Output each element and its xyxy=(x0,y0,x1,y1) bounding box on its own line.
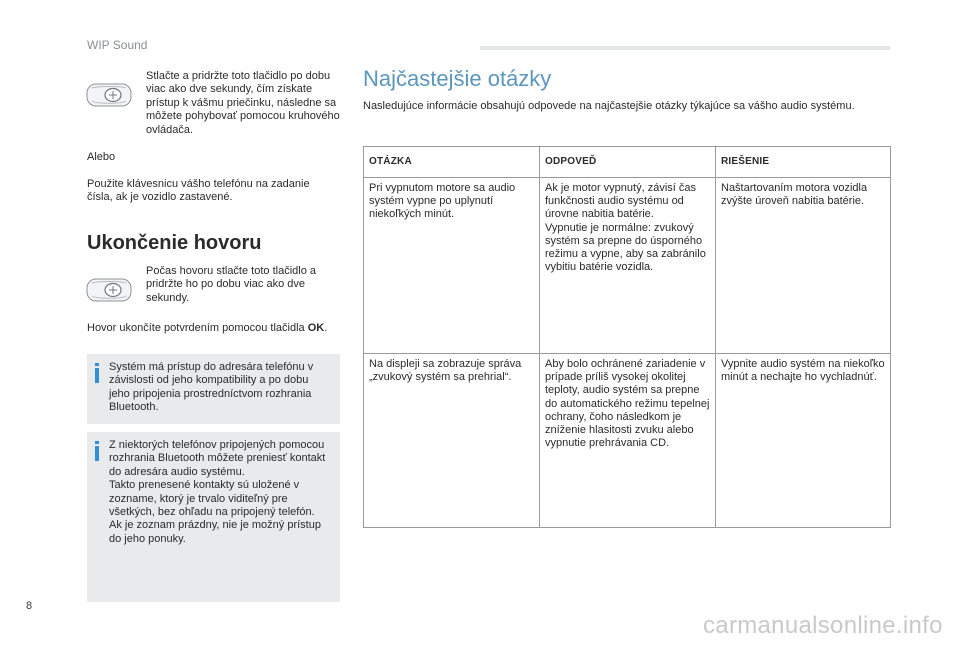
answer-cell: Ak je motor vypnutý, závisí čas funkčnosti audio systému od úrovne nabitia batérie. Vypnutie je normálne: zvukový systém sa prepne do úsporného režimu a vypne, aby sa zabránilo vybitiu batérie vozidla. xyxy=(540,178,716,354)
note-directory-text: Systém má prístup do adresára telefónu v závislosti od jeho kompatibility a po dobu jeho pripojenia prostredníctvom rozhrania Bluetooth. xyxy=(109,361,314,414)
faq-intro: Nasledujúce informácie obsahujú odpovede na najčastejšie otázky týkajúce sa vášho audio systému. xyxy=(363,100,855,112)
steering-button-icon xyxy=(86,81,132,109)
faq-table-header-row xyxy=(364,147,891,178)
watermark: carmanualsonline.info xyxy=(703,612,943,639)
faq-heading: Najčastejšie otázky xyxy=(363,66,552,91)
info-note-directory xyxy=(87,354,340,424)
info-note-contacts xyxy=(87,432,340,602)
end-call-heading: Ukončenie hovoru xyxy=(87,232,262,254)
faq-table xyxy=(363,146,891,528)
info-icon xyxy=(95,363,99,366)
table-row xyxy=(364,354,891,528)
column-header-question: OTÁZKA xyxy=(364,147,540,178)
table-row xyxy=(364,178,891,354)
or-label: Alebo xyxy=(87,151,116,163)
info-icon xyxy=(95,441,99,444)
column-header-solution: RIEŠENIE xyxy=(716,147,891,178)
column-header-answer: ODPOVEĎ xyxy=(540,147,716,178)
header-divider xyxy=(480,46,890,50)
question-cell: Pri vypnutom motore sa audio systém vypne po uplynutí niekoľkých minút. xyxy=(364,178,540,354)
note-contacts-text: Z niektorých telefónov pripojených pomocou rozhrania Bluetooth môžete preniesť kontakt do adresára audio systému. Takto prenesené kontakty sú uložené v zozname, ktorý je trvalo viditeľný pre všetkých, bez ohľadu na pripojený telefón. Ak je zoznam prázdny, nie je možný prístup do jeho ponuky. xyxy=(109,439,326,545)
steering-button-icon xyxy=(86,276,132,304)
solution-cell: Vypnite audio systém na niekoľko minút a nechajte ho vychladnúť. xyxy=(716,354,891,528)
confirm-end: . xyxy=(324,322,328,334)
confirm-instruction xyxy=(87,322,339,335)
solution-cell: Naštartovaním motora vozidla zvýšte úroveň nabitia batérie. xyxy=(716,178,891,354)
header-label: WIP Sound xyxy=(87,38,148,52)
answer-cell: Aby bolo ochránené zariadenie v prípade príliš vysokej okolitej teploty, audio systém sa prepne do automatického režimu tepelnej ochrany, čoho následkom je zníženie hlasitosti zvuku alebo vypnutie prehrávania CD. xyxy=(540,354,716,528)
info-icon-bar xyxy=(95,368,99,383)
info-icon-bar xyxy=(95,446,99,461)
page-number: 8 xyxy=(26,600,33,612)
keypad-instruction: Použite klávesnicu vášho telefónu na zadanie čísla, ak je vozidlo zastavené. xyxy=(87,178,310,204)
end-call-instruction: Počas hovoru stlačte toto tlačidlo a pridržte ho po dobu viac ako dve sekundy. xyxy=(146,265,316,304)
ok-key-label: OK xyxy=(307,322,325,334)
press-hold-instruction: Stlačte a pridržte toto tlačidlo po dobu viac ako dve sekundy, čím získate prístup k vášmu priečinku, následne sa môžete pohybovať pomocou kruhového ovládača. xyxy=(146,70,340,136)
confirm-text: Hovor ukončíte potvrdením pomocou tlačidla xyxy=(87,322,305,334)
question-cell: Na displeji sa zobrazuje správa „zvukový systém sa prehrial“. xyxy=(364,354,540,528)
